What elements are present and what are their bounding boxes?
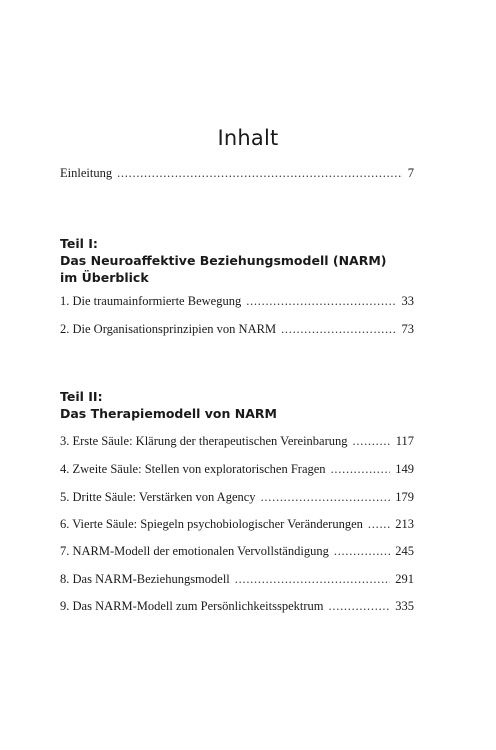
toc-entry-chapter-3[interactable] xyxy=(60,432,414,450)
toc-entry-label: 4. Zweite Säule: Stellen von exploratorischen Fragen xyxy=(60,462,326,476)
toc-entry-chapter-2[interactable] xyxy=(60,320,414,338)
toc-entry-label: 2. Die Organisationsprinzipien von NARM xyxy=(60,322,277,336)
dot-leader xyxy=(368,515,390,533)
toc-entry-introduction[interactable] xyxy=(60,164,414,182)
toc-entry-page: 33 xyxy=(401,294,414,308)
toc-entry-label: 8. Das NARM-Beziehungsmodell xyxy=(60,572,230,586)
dot-leader xyxy=(235,570,390,588)
toc-entry-label: 3. Erste Säule: Klärung der therapeutischen Vereinbarung xyxy=(60,434,348,448)
dot-leader xyxy=(353,432,391,450)
toc-entry-chapter-1[interactable] xyxy=(60,292,414,310)
part-label: Teil II: xyxy=(60,389,103,404)
toc-entry-page: 291 xyxy=(395,572,414,586)
part-heading-2 xyxy=(60,388,440,422)
toc-entry-chapter-9[interactable] xyxy=(60,597,414,615)
toc-entry-chapter-4[interactable] xyxy=(60,460,414,478)
toc-entry-page: 7 xyxy=(407,166,414,180)
toc-entry-label: 1. Die traumainformierte Bewegung xyxy=(60,294,242,308)
toc-entry-page: 245 xyxy=(395,544,414,558)
toc-entry-page: 335 xyxy=(395,599,414,613)
dot-leader xyxy=(117,164,403,182)
dot-leader xyxy=(246,292,396,310)
dot-leader xyxy=(281,320,396,338)
toc-entry-chapter-5[interactable] xyxy=(60,488,414,506)
toc-entry-chapter-6[interactable] xyxy=(60,515,414,533)
part-heading-1 xyxy=(60,235,440,286)
toc-entry-chapter-8[interactable] xyxy=(60,570,414,588)
toc-entry-label: 6. Vierte Säule: Spiegeln psychobiologischer Veränderungen xyxy=(60,517,363,531)
dot-leader xyxy=(331,460,391,478)
dot-leader xyxy=(334,542,390,560)
dot-leader xyxy=(329,597,391,615)
toc-entry-page: 149 xyxy=(395,462,414,476)
toc-entry-chapter-7[interactable] xyxy=(60,542,414,560)
part-subtitle-line: Das Therapiemodell von NARM xyxy=(60,406,277,421)
toc-entry-page: 179 xyxy=(395,490,414,504)
page-title: Inhalt xyxy=(217,126,279,150)
toc-entry-page: 117 xyxy=(395,434,414,448)
dot-leader xyxy=(261,488,391,506)
toc-entry-label: 9. Das NARM-Modell zum Persönlichkeitsspektrum xyxy=(60,599,324,613)
toc-entry-page: 213 xyxy=(395,517,414,531)
part-label: Teil I: xyxy=(60,236,98,251)
toc-entry-label: 7. NARM-Modell der emotionalen Vervollständigung xyxy=(60,544,329,558)
toc-entry-page: 73 xyxy=(401,322,414,336)
part-subtitle-line: im Überblick xyxy=(60,270,149,285)
toc-entry-label: Einleitung xyxy=(60,166,113,180)
toc-entry-label: 5. Dritte Säule: Verstärken von Agency xyxy=(60,490,256,504)
part-subtitle-line: Das Neuroaffektive Beziehungsmodell (NARM) xyxy=(60,253,387,268)
